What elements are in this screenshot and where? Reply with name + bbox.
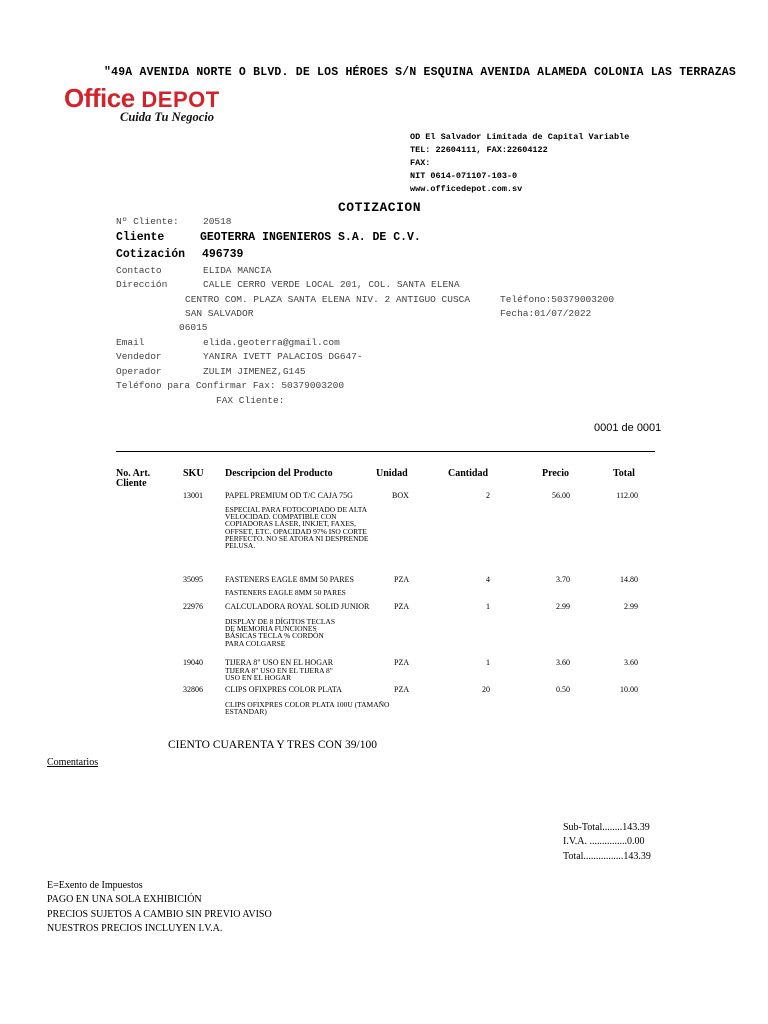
grand-total: Total................143.39 bbox=[563, 851, 651, 862]
seller-value: YANIRA IVETT PALACIOS DG647- bbox=[203, 351, 363, 362]
iva: I.V.A. ...............0.00 bbox=[563, 836, 645, 847]
row-detail: FASTENERS EAGLE 8MM 50 PARES bbox=[225, 588, 346, 597]
row-sku: 32806 bbox=[183, 685, 203, 694]
customer-city: SAN SALVADOR bbox=[185, 308, 254, 319]
email-label: Email bbox=[116, 337, 145, 348]
amount-in-words: CIENTO CUARENTA Y TRES CON 39/100 bbox=[168, 739, 377, 751]
customer-name: GEOTERRA INGENIEROS S.A. DE C.V. bbox=[200, 231, 421, 244]
operator-label: Operador bbox=[116, 366, 162, 377]
operator-value: ZULIM JIMENEZ,G145 bbox=[203, 366, 306, 377]
row-sku: 35095 bbox=[183, 575, 203, 584]
logo-wordmark: Office DEPOT bbox=[64, 83, 220, 113]
fax-client-label: FAX Cliente: bbox=[216, 395, 285, 406]
row-quantity: 20 bbox=[482, 685, 490, 694]
contact-label: Contacto bbox=[116, 265, 162, 276]
row-total: 3.60 bbox=[624, 658, 638, 667]
page-number: 0001 de 0001 bbox=[594, 422, 662, 434]
company-nit: NIT 0614-071107-103-0 bbox=[410, 171, 518, 181]
col-header-cantidad: Cantidad bbox=[448, 468, 489, 479]
row-description: FASTENERS EAGLE 8MM 50 PARES bbox=[225, 575, 354, 584]
store-address: "49A AVENIDA NORTE O BLVD. DE LOS HÉROES S/N ESQUINA AVENIDA ALAMEDA COLONIA LAS TERRAZAS bbox=[104, 66, 736, 79]
row-unit: PZA bbox=[394, 602, 410, 611]
row-detail: CLIPS OFIXPRES COLOR PLATA 100U (TAMAÑO ESTANDAR) bbox=[225, 700, 390, 717]
customer-phone: Teléfono:50379003200 bbox=[500, 294, 615, 305]
row-price: 2.99 bbox=[556, 602, 570, 611]
footer-note-pago: PAGO EN UNA SOLA EXHIBICIÓN bbox=[47, 894, 202, 905]
subtotal: Sub-Total........143.39 bbox=[563, 822, 650, 833]
row-total: 14.80 bbox=[620, 575, 638, 584]
col-header-sku: SKU bbox=[183, 468, 204, 479]
col-header-unidad: Unidad bbox=[376, 468, 408, 479]
row-quantity: 1 bbox=[486, 658, 490, 667]
row-sku: 22976 bbox=[183, 602, 203, 611]
row-sku: 13001 bbox=[183, 491, 203, 500]
contact-value: ELIDA MANCIA bbox=[203, 265, 272, 276]
row-unit: BOX bbox=[392, 491, 409, 500]
row-total: 10.00 bbox=[620, 685, 638, 694]
row-detail: ESPECIAL PARA FOTOCOPIADO DE ALTA VELOCIDAD. COMPATIBLE CON COPIADORAS LÁSER, INKJET, FAXES, OFFSET, ETC. OPACIDAD 97% ISO CORTE PERFECTO. NO SE ATORA NI DESPRENDE PELUSA. bbox=[225, 505, 369, 551]
company-website: www.officedepot.com.sv bbox=[410, 184, 523, 194]
confirm-fax-phone: Teléfono para Confirmar Fax: 50379003200 bbox=[116, 380, 345, 391]
row-total: 2.99 bbox=[624, 602, 638, 611]
row-price: 3.70 bbox=[556, 575, 570, 584]
row-price: 3.60 bbox=[556, 658, 570, 667]
footer-note-iva: NUESTROS PRECIOS INCLUYEN I.V.A. bbox=[47, 923, 223, 934]
row-unit: PZA bbox=[394, 685, 410, 694]
company-name: OD El Salvador Limitada de Capital Variable bbox=[410, 132, 630, 142]
customer-number-label: Nº Cliente: bbox=[116, 216, 179, 227]
col-header-no-art: No. Art. bbox=[116, 468, 151, 479]
footer-note-exento: E=Exento de Impuestos bbox=[47, 880, 143, 891]
row-price: 56.00 bbox=[552, 491, 570, 500]
row-quantity: 2 bbox=[486, 491, 490, 500]
quote-number: 496739 bbox=[202, 248, 244, 261]
address-line1: CALLE CERRO VERDE LOCAL 201, COL. SANTA ELENA bbox=[203, 279, 460, 290]
email-value: elida.geoterra@gmail.com bbox=[203, 337, 340, 348]
customer-number-value: 20518 bbox=[203, 216, 232, 227]
company-phone: TEL: 22604111, FAX:22604122 bbox=[410, 145, 548, 155]
office-depot-logo bbox=[64, 84, 286, 128]
row-unit: PZA bbox=[394, 575, 410, 584]
col-header-precio: Precio bbox=[542, 468, 570, 479]
row-detail: DISPLAY DE 8 DÍGITOS TECLAS DE MEMORIA FUNCIONES BÁSICAS TECLA % CORDÓN PARA COLGARSE bbox=[225, 617, 336, 648]
seller-label: Vendedor bbox=[116, 351, 162, 362]
row-total: 112.00 bbox=[616, 491, 638, 500]
col-header-total: Total bbox=[613, 468, 635, 479]
footer-note-precios: PRECIOS SUJETOS A CAMBIO SIN PREVIO AVISO bbox=[47, 909, 272, 920]
logo-tagline: Cuida Tu Negocio bbox=[120, 110, 214, 124]
comments-label: Comentarios bbox=[47, 757, 99, 768]
postal-code: 06015 bbox=[179, 322, 208, 333]
address-label: Dirección bbox=[116, 279, 168, 290]
row-description: CLIPS OFIXPRES COLOR PLATA bbox=[225, 685, 342, 694]
col-header-descripcion: Descripcion del Producto bbox=[225, 468, 333, 479]
row-sku: 19040 bbox=[183, 658, 203, 667]
col-header-cliente: Cliente bbox=[116, 478, 147, 489]
row-price: 0.50 bbox=[556, 685, 570, 694]
row-description: CALCULADORA ROYAL SOLID JUNIOR bbox=[225, 602, 370, 611]
row-quantity: 1 bbox=[486, 602, 490, 611]
divider-line bbox=[116, 451, 655, 452]
row-description: PAPEL PREMIUM OD T/C CAJA 75G bbox=[225, 491, 353, 500]
customer-label: Cliente bbox=[116, 231, 165, 244]
row-quantity: 4 bbox=[486, 575, 490, 584]
company-fax: FAX: bbox=[410, 158, 431, 168]
row-description: TIJERA 8" USO EN EL HOGAR bbox=[225, 658, 334, 667]
quote-label: Cotización bbox=[116, 248, 186, 261]
row-unit: PZA bbox=[394, 658, 410, 667]
address-line2: CENTRO COM. PLAZA SANTA ELENA NIV. 2 ANTIGUO CUSCA bbox=[185, 294, 471, 305]
row-detail: TIJERA 8" USO EN EL TIJERA 8" USO EN EL HOGAR bbox=[225, 666, 333, 683]
quote-date: Fecha:01/07/2022 bbox=[500, 308, 592, 319]
document-title: COTIZACION bbox=[338, 200, 422, 215]
